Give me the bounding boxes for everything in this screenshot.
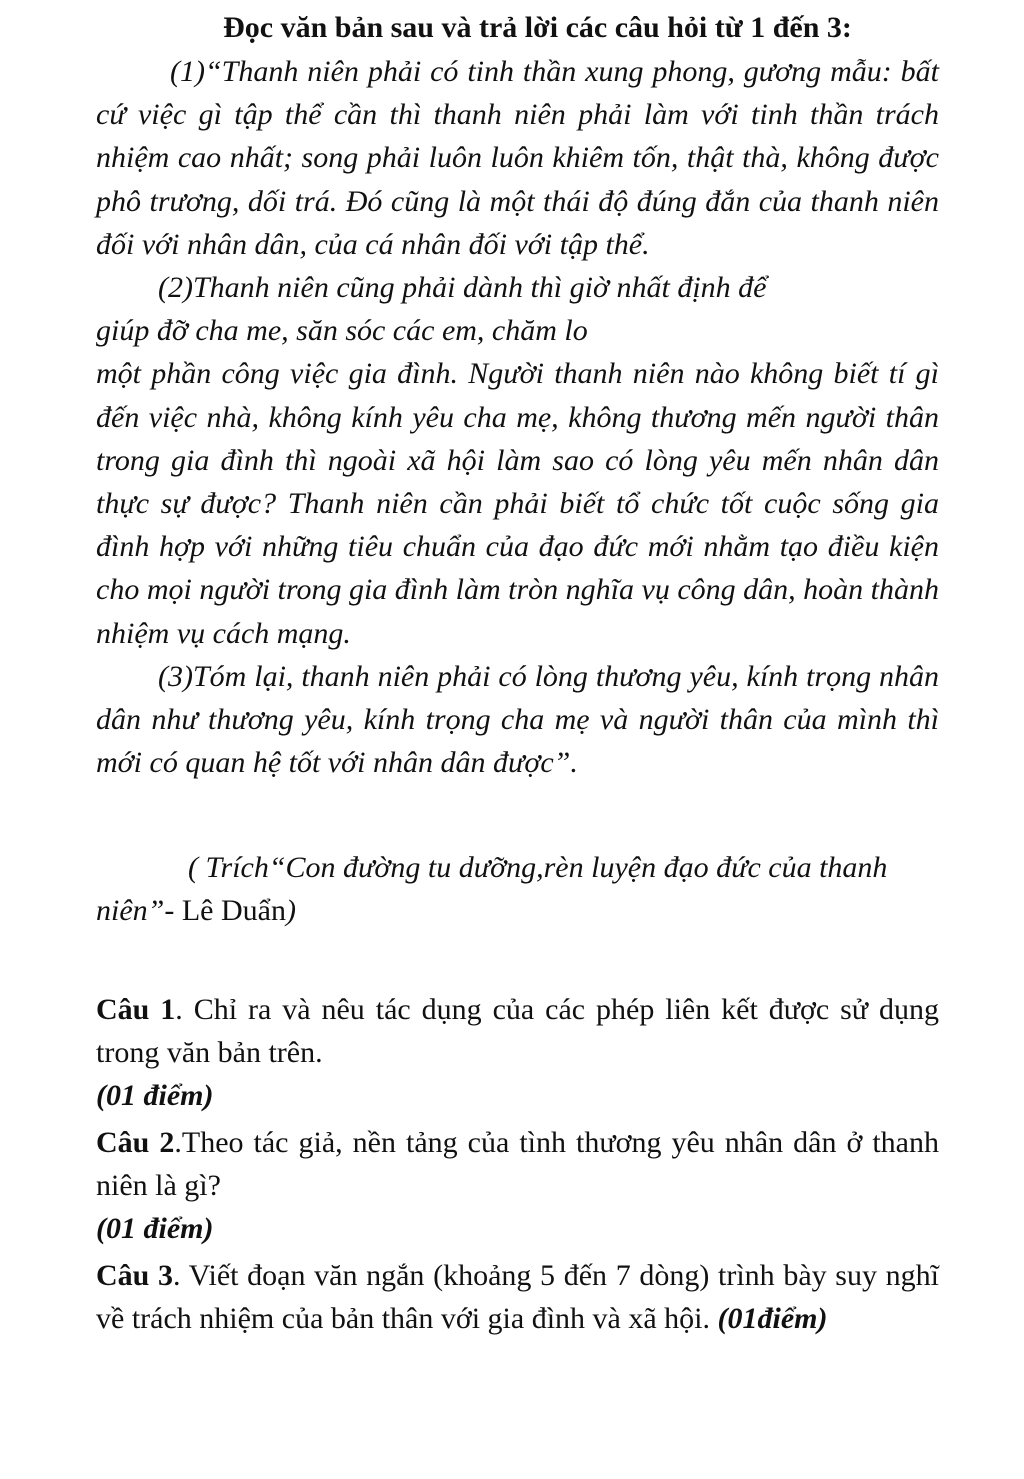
source-text: ( Trích“Con đường tu dưỡng,rèn luyện đạo đức của thanh niên”-	[96, 851, 888, 928]
question-3-text: . Viết đoạn văn ngắn (khoảng 5 đến 7 dòng) trình bày suy nghĩ về trách nhiệm của bản thân với gia đình và xã hội.	[96, 1259, 939, 1336]
exercise-heading: Đọc văn bản sau và trả lời các câu hỏi từ 1 đến 3:	[223, 11, 852, 44]
passage-paragraph-1: (1)“Thanh niên phải có tinh thần xung phong, gương mẫu: bất cứ việc gì tập thể cần thì thanh niên phải làm với tinh thần trách nhiệm cao nhất; song phải luôn luôn khiêm tốn, thật thà, không được phô trương, dối trá. Đó cũng là một thái độ đúng đắn của thanh niên đối với nhân dân, của cá nhân đối với tập thể.	[96, 55, 939, 261]
question-2-points: (01 điểm)	[96, 1212, 214, 1246]
question-1-points: (01 điểm)	[96, 1079, 214, 1113]
question-3	[96, 1254, 939, 1340]
question-3-points: (01điểm)	[717, 1302, 828, 1336]
source-close: )	[285, 894, 296, 928]
source-citation	[96, 846, 939, 932]
passage-paragraph-3: (3)Tóm lại, thanh niên phải có lòng thương yêu, kính trọng nhân dân như thương yêu, kính trọng cha mẹ và người thân của mình thì mới có quan hệ tốt với nhân dân được”.	[96, 659, 939, 780]
question-1-label: Câu 1	[96, 993, 176, 1027]
question-1	[96, 988, 939, 1074]
source-author: Lê Duẩn	[181, 894, 286, 928]
question-3-label: Câu 3	[96, 1259, 174, 1293]
passage-paragraph-2-line-1: (2)Thanh niên cũng phải dành thì giờ nhất định để	[158, 271, 767, 305]
question-2	[96, 1121, 939, 1207]
question-1-text: . Chỉ ra và nêu tác dụng của các phép liên kết được sử dụng trong văn bản trên.	[96, 993, 939, 1070]
passage-paragraph-2-line-2: giúp đỡ cha me, săn sóc các em, chăm lo	[96, 314, 588, 348]
document-page	[96, 6, 939, 1340]
question-2-text: .Theo tác giả, nền tảng của tình thương yêu nhân dân ở thanh niên là gì?	[96, 1126, 939, 1203]
passage-paragraph-2-rest: một phần công việc gia đình. Người thanh niên nào không biết tí gì đến việc nhà, không kính yêu cha mẹ, không thương mến người thân trong gia đình thì ngoài xã hội làm sao có lòng yêu mến nhân dân thực sự được? Thanh niên cần phải biết tổ chức tốt cuộc sống gia đình hợp với những tiêu chuẩn của đạo đức mới nhằm tạo điều kiện cho mọi người trong gia đình làm tròn nghĩa vụ công dân, hoàn thành nhiệm vụ cách mạng.	[96, 357, 939, 650]
question-2-label: Câu 2	[96, 1126, 175, 1160]
